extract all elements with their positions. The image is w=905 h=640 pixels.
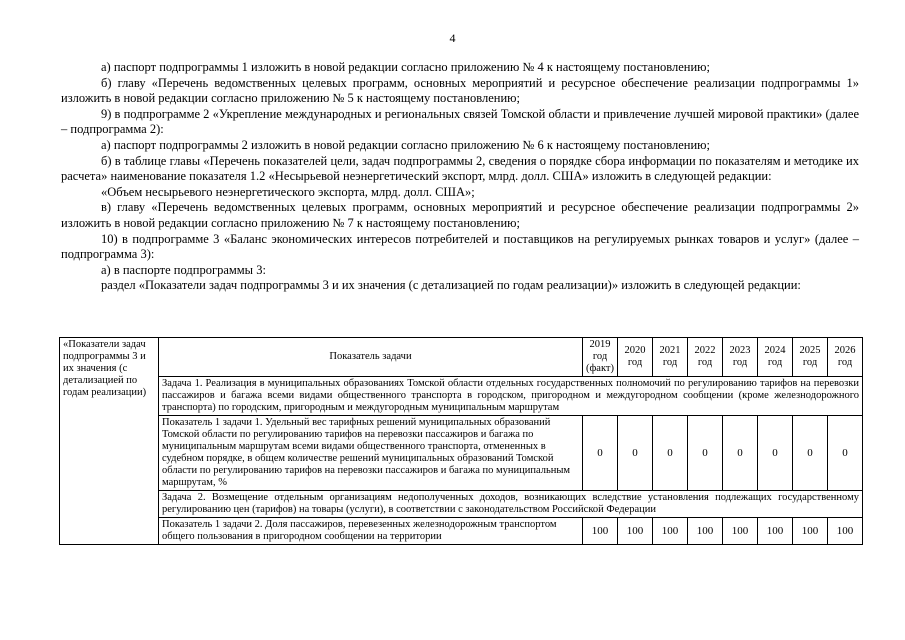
side-label-cell: «Показатели задач подпрограммы 3 и их значения (с детализацией по годам реализации) (60, 338, 159, 545)
header-year: 2025 год (793, 338, 828, 377)
indicator-cell: Показатель 1 задачи 2. Доля пассажиров, перевезенных железнодорожным транспортом общего пользования в пригородном сообщении на территории (159, 518, 583, 545)
table-row (60, 518, 863, 545)
header-year: 2019 год (факт) (583, 338, 618, 377)
header-year: 2021 год (653, 338, 688, 377)
value-cell: 100 (653, 518, 688, 545)
header-year: 2023 год (723, 338, 758, 377)
value-cell: 100 (758, 518, 793, 545)
task-cell: Задача 2. Возмещение отдельным организациям недополученных доходов, возникающих вследствие установления подлежащих государственному регулированию цен (тарифов) на товары (услуги), в соответствии с законодательством Российской Федерации (159, 491, 863, 518)
value-cell: 100 (618, 518, 653, 545)
header-year: 2022 год (688, 338, 723, 377)
value-cell: 100 (793, 518, 828, 545)
indicators-table (59, 337, 863, 545)
paragraph: «Объем несырьевого неэнергетического экспорта, млрд. долл. США»; (101, 184, 475, 199)
paragraph: а) паспорт подпрограммы 2 изложить в новой редакции согласно приложению № 6 к настоящему постановлению; (101, 137, 710, 152)
paragraph: б) главу «Перечень ведомственных целевых программ, основных мероприятий и ресурсное обеспечение реализации подпрограммы 1» изложить в новой редакции согласно приложению № 5 к настоящему постановлению; (61, 75, 859, 106)
paragraph: 10) в подпрограмме 3 «Баланс экономических интересов потребителей и поставщиков на регулируемых рынках товаров и услуг» (далее – подпрограмма 3): (61, 231, 859, 262)
table-header-row (60, 338, 863, 377)
table-row (60, 491, 863, 518)
value-cell: 0 (583, 416, 618, 491)
value-cell: 0 (793, 416, 828, 491)
paragraph: б) в таблице главы «Перечень показателей цели, задач подпрограммы 2, сведения о порядке сбора информации по показателям и методике их расчета» наименование показателя 1.2 «Несырьевой неэнергетический экспорт, млрд. долл. США» изложить в следующей редакции: (61, 153, 859, 184)
paragraph: а) паспорт подпрограммы 1 изложить в новой редакции согласно приложению № 4 к настоящему постановлению; (101, 60, 710, 74)
header-year: 2026 год (828, 338, 863, 377)
value-cell: 100 (723, 518, 758, 545)
value-cell: 100 (583, 518, 618, 545)
header-year: 2024 год (758, 338, 793, 377)
paragraph: 9) в подпрограмме 2 «Укрепление международных и региональных связей Томской области и привлечение лучшей мировой практики» (далее – подпрограмма 2): (61, 106, 859, 137)
paragraph: раздел «Показатели задач подпрограммы 3 и их значения (с детализацией по годам реализации)» изложить в следующей редакции: (101, 278, 801, 293)
value-cell: 0 (758, 416, 793, 491)
table-row (60, 377, 863, 416)
value-cell: 0 (723, 416, 758, 491)
value-cell: 100 (688, 518, 723, 545)
page-number: 4 (449, 31, 456, 45)
indicator-cell: Показатель 1 задачи 1. Удельный вес тарифных решений муниципальных образований Томской области по регулированию тарифов на перевозки пассажиров и багажа по муниципальным маршрутам всеми видами общественного транспорта, отмененных в судебном порядке, в общем количестве решений муниципальных образований Томской области по регулированию тарифов на перевозки пассажиров и багажа по муниципальным маршрутам, % (159, 416, 583, 491)
value-cell: 0 (653, 416, 688, 491)
value-cell: 100 (828, 518, 863, 545)
document-body (61, 60, 859, 294)
table-row (60, 416, 863, 491)
value-cell: 0 (828, 416, 863, 491)
value-cell: 0 (688, 416, 723, 491)
header-year: 2020 год (618, 338, 653, 377)
value-cell: 0 (618, 416, 653, 491)
paragraph: а) в паспорте подпрограммы 3: (101, 262, 266, 277)
header-indicator: Показатель задачи (159, 338, 583, 377)
task-cell: Задача 1. Реализация в муниципальных образованиях Томской области отдельных государственных полномочий по регулированию тарифов на перевозки пассажиров и багажа всеми видами общественного транспорта в городском, пригородном и междугородном сообщении (кроме железнодорожного транспорта) по городским, пригородным и междугородным муниципальным маршрутам (159, 377, 863, 416)
paragraph: в) главу «Перечень ведомственных целевых программ, основных мероприятий и ресурсное обеспечение реализации подпрограммы 2» изложить в новой редакции согласно приложению № 7 к настоящему постановлению; (61, 200, 859, 230)
